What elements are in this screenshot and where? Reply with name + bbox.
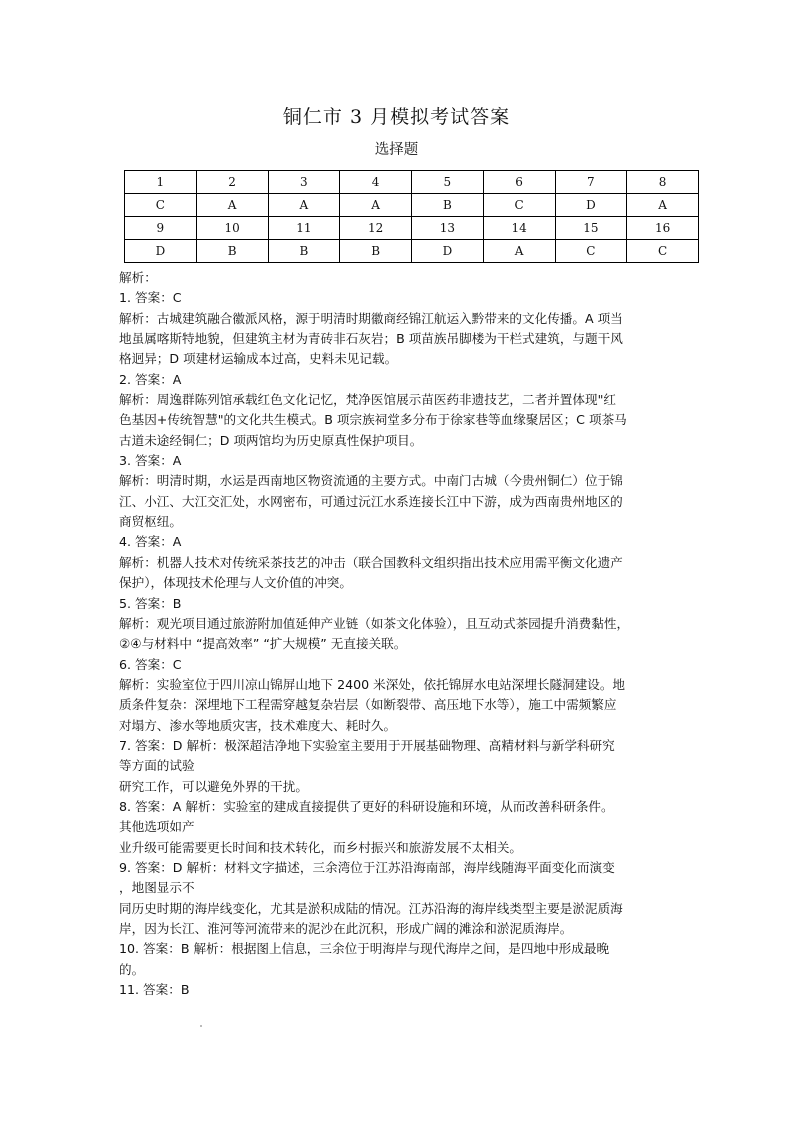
text-line: 3. 答案：A (119, 453, 182, 469)
text-line: 2. 答案：A (119, 371, 182, 387)
question-number-cell: 11 (268, 217, 340, 240)
text-line: 色基因+传统智慧"的文化共生模式。B 项宗族祠堂多分布于徐家巷等血缘聚居区；C 项茶马 (119, 412, 627, 428)
text-line: 等方面的试验 (119, 758, 195, 774)
scan-dot (200, 1025, 202, 1027)
answer-cell: B (196, 240, 268, 263)
answer-cell: C (125, 194, 197, 217)
answer-cell: C (483, 194, 555, 217)
answer-row (125, 240, 699, 263)
text-line: 8. 答案：A 解析：实验室的建成直接提供了更好的科研设施和环境，从而改善科研条件。 (119, 798, 614, 814)
question-number-cell: 4 (340, 171, 412, 194)
answer-cell: C (627, 240, 699, 263)
text-line: 岸，因为长江、淮河等河流带来的泥沙在此沉积，形成广阔的滩涂和淤泥质海岸。 (119, 921, 573, 936)
text-line: 解析：周逸群陈列馆承载红色文化记忆，梵净医馆展示苗医药非遗技艺，二者并置体现"红 (119, 392, 616, 408)
question-number-row (125, 217, 699, 240)
text-line: 5. 答案：B (119, 595, 182, 611)
question-number-cell: 8 (627, 171, 699, 194)
answer-cell: B (340, 240, 412, 263)
answer-cell: D (555, 194, 627, 217)
text-line: 解析： (119, 270, 157, 285)
question-number-cell: 12 (340, 217, 412, 240)
text-line: 解析：古城建筑融合徽派风格，源于明清时期徽商经锦江航运入黔带来的文化传播。A 项当 (119, 310, 623, 326)
text-line: 研究工作，可以避免外界的干扰。 (119, 778, 308, 794)
question-number-row (125, 171, 699, 194)
text-line: 的。 (119, 961, 145, 977)
question-number-cell: 9 (125, 217, 197, 240)
text-line: 10. 答案：B 解析：根据图上信息，三余位于明海岸与现代海岸之间，是四地中形成最晚 (119, 941, 610, 957)
text-line: 商贸枢纽。 (119, 514, 182, 530)
question-number-cell: 6 (483, 171, 555, 194)
answer-cell: A (340, 194, 412, 217)
text-line: 6. 答案：C (119, 656, 182, 672)
explanation-text (119, 268, 689, 1000)
text-line: 7. 答案：D 解析：极深超洁净地下实验室主要用于开展基础物理、高精材料与新学科研究 (119, 737, 615, 753)
question-number-cell: 15 (555, 217, 627, 240)
answer-table (124, 170, 699, 263)
question-number-cell: 10 (196, 217, 268, 240)
answer-cell: C (555, 240, 627, 263)
answer-cell: A (483, 240, 555, 263)
text-line: ，地图显示不 (119, 880, 195, 896)
answer-cell: A (196, 194, 268, 217)
question-number-cell: 1 (125, 171, 197, 194)
question-number-cell: 7 (555, 171, 627, 194)
answer-row (125, 194, 699, 217)
text-line: 11. 答案：B (119, 982, 190, 998)
answer-cell: D (125, 240, 197, 263)
text-line: 4. 答案：A (119, 534, 182, 550)
page-title: 铜仁市 3 月模拟考试答案 (282, 106, 511, 128)
question-number-cell: 2 (196, 171, 268, 194)
question-number-cell: 3 (268, 171, 340, 194)
text-line: 江、小江、大江交汇处，水网密布，可通过沅江水系连接长江中下游，成为西南贵州地区的 (119, 493, 623, 509)
text-line: 解析：明清时期，水运是西南地区物资流通的主要方式。中南门古城（今贵州铜仁）位于锦 (119, 473, 623, 489)
text-line: 解析：机器人技术对传统采茶技艺的冲击（联合国教科文组织指出技术应用需平衡文化遗产 (119, 554, 623, 570)
question-number-cell: 14 (483, 217, 555, 240)
text-line: 9. 答案：D 解析：材料文字描述，三余湾位于江苏沿海南部，海岸线随海平面变化而演变 (119, 859, 615, 875)
text-line: 业升级可能需要更长时间和技术转化，而乡村振兴和旅游发展不太相关。 (119, 839, 522, 855)
text-line: 地虽属喀斯特地貌，但建筑主材为青砖非石灰岩；B 项苗族吊脚楼为干栏式建筑，与题干风 (119, 331, 623, 347)
text-line: 1. 答案：C (119, 290, 182, 306)
text-line: 解析：观光项目通过旅游附加值延伸产业链（如茶文化体验），且互动式茶园提升消费黏性， (119, 615, 630, 631)
text-line: 古道未途经铜仁；D 项两馆均为历史原真性保护项目。 (119, 432, 423, 448)
answer-cell: D (412, 240, 484, 263)
answer-cell: B (412, 194, 484, 217)
answer-cell: B (268, 240, 340, 263)
text-line: 同历史时期的海岸线变化，尤其是淤积成陆的情况。江苏沿海的海岸线类型主要是淤泥质海 (119, 900, 623, 916)
question-number-cell: 13 (412, 217, 484, 240)
question-number-cell: 16 (627, 217, 699, 240)
question-number-cell: 5 (412, 171, 484, 194)
text-line: 格迥异；D 项建材运输成本过高，史料未见记载。 (119, 351, 398, 367)
text-line: 质条件复杂：深埋地下工程需穿越复杂岩层（如断裂带、高压地下水等），施工中需频繁应 (119, 697, 617, 713)
text-line: 对塌方、渗水等地质灾害，技术难度大、耗时久。 (119, 717, 397, 733)
text-line: ②④与材料中 “提高效率” “扩大规模” 无直接关联。 (119, 636, 407, 652)
text-line: 其他选项如产 (119, 819, 195, 835)
text-line: 解析：实验室位于四川凉山锦屏山地下 2400 米深处，依托锦屏水电站深埋长隧洞建设。地 (119, 676, 626, 692)
answer-cell: A (627, 194, 699, 217)
text-line: 保护），体现技术伦理与人文价值的冲突。 (119, 575, 352, 591)
section-subtitle: 选择题 (374, 142, 419, 158)
answer-cell: A (268, 194, 340, 217)
